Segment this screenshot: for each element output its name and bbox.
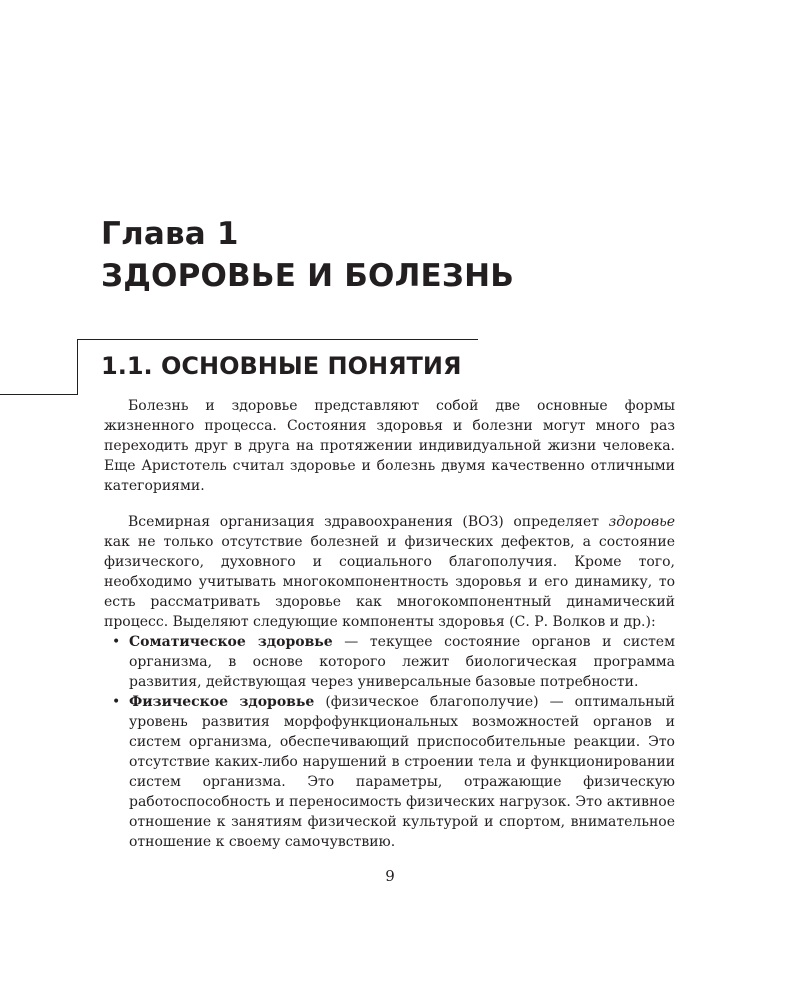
- paragraph-intro: Болезнь и здоровье представляют собой две основные формы жизненного процесса. Состояния здоровья и болезни могут много раз переходить друг в друга на протяжении индивидуальной жизни человека. Еще Аристотель считал здоровье и болезнь двумя качественно отличными категориями.: [104, 398, 675, 494]
- paragraph-who-definition: [104, 512, 675, 632]
- section-rule-top: [77, 339, 478, 340]
- list-item-physical-health: [104, 692, 675, 852]
- emphasis-term-health: здоровье: [608, 514, 675, 530]
- chapter-title: ЗДОРОВЬЕ И БОЛЕЗНЬ: [101, 258, 515, 294]
- list-item-somatic-health: [104, 632, 675, 692]
- page-number: 9: [385, 867, 395, 885]
- health-components-list: [104, 632, 675, 852]
- list-item-term: Физическое здоровье: [129, 694, 315, 710]
- bullet-icon: •: [112, 694, 121, 710]
- section-rule-bottom: [0, 394, 78, 395]
- list-item-text: — текущее состояние органов и систем организма, в основе которого лежит биологическая программа развития, действующая через универсальные базовые потребности.: [129, 634, 675, 690]
- chapter-label: Глава 1: [101, 216, 239, 252]
- chapter-heading: [101, 213, 514, 297]
- bullet-icon: •: [112, 634, 121, 650]
- body-text: [104, 396, 675, 852]
- section-rule-vertical: [77, 339, 78, 395]
- section-title: 1.1. ОСНОВНЫЕ ПОНЯТИЯ: [101, 352, 462, 380]
- list-item-text: (физическое благополучие) — оптимальный уровень развития морфофункциональных возможностей органов и систем организма, обеспечивающий приспособительные реакции. Это отсутствие каких-либо нарушений в строении тела и функционировании систем организма. Это параметры, отражающие физическую работоспособность и переносимость физических нагрузок. Это активное отношение к занятиям физической культурой и спортом, внимательное отношение к своему самочувствию.: [129, 694, 675, 850]
- paragraph-who-text-end: как не только отсутствие болезней и физических дефектов, а состояние физического, духовного и социального благополучия. Кроме того, необходимо учитывать многокомпонентность здоровья и его динамику, то есть рассматривать здоровье как многокомпонентный динамический процесс. Выделяют следующие компоненты здоровья (С. Р. Волков и др.):: [104, 534, 675, 630]
- list-item-term: Соматическое здоровье: [129, 634, 333, 650]
- paragraph-who-text-start: Всемирная организация здравоохранения (ВОЗ) определяет: [128, 514, 609, 530]
